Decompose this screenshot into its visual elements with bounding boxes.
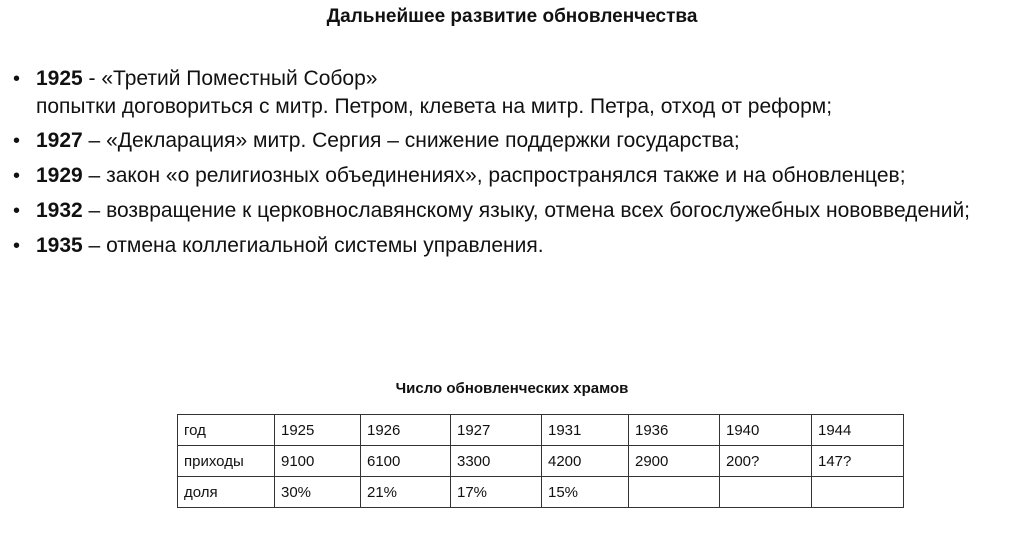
table-cell: 1926	[361, 415, 451, 446]
table-cell: 1925	[275, 415, 361, 446]
table-cell: 15%	[542, 477, 629, 508]
table-cell: 1944	[812, 415, 904, 446]
table-caption: Число обновленческих храмов	[395, 380, 629, 397]
table-cell	[812, 477, 904, 508]
event-year: 1927	[36, 129, 83, 152]
list-item	[13, 232, 1008, 260]
table-cell: 1927	[451, 415, 542, 446]
list-item	[13, 197, 1008, 225]
table-cell: 147?	[812, 446, 904, 477]
row-label: год	[178, 415, 275, 446]
table-cell: 21%	[361, 477, 451, 508]
table-row	[178, 446, 904, 477]
row-label: доля	[178, 477, 275, 508]
event-year: 1925	[36, 67, 83, 90]
event-text: – отмена коллегиальной системы управления.	[82, 234, 544, 257]
bullet-icon: •	[13, 68, 21, 90]
table-cell: 200?	[720, 446, 812, 477]
list-item	[13, 162, 1008, 190]
table-cell	[720, 477, 812, 508]
event-text: - «Третий Поместный Собор»	[82, 67, 378, 90]
event-year: 1929	[36, 164, 83, 187]
table-cell: 3300	[451, 446, 542, 477]
table-cell: 2900	[629, 446, 720, 477]
table-cell: 1940	[720, 415, 812, 446]
event-continuation: попытки договориться с митр. Петром, клевета на митр. Петра, отход от реформ;	[36, 95, 833, 118]
event-text: – «Декларация» митр. Сергия – снижение поддержки государства;	[82, 129, 740, 152]
bullet-icon: •	[13, 165, 21, 187]
event-list	[13, 65, 1008, 267]
bullet-icon: •	[13, 200, 21, 222]
list-item	[13, 127, 1008, 155]
table-row	[178, 415, 904, 446]
bullet-icon: •	[13, 130, 21, 152]
list-item	[13, 65, 1008, 121]
slide-title: Дальнейшее развитие обновленчества	[326, 6, 698, 27]
churches-table	[177, 414, 904, 508]
table-cell: 4200	[542, 446, 629, 477]
bullet-line	[36, 65, 1008, 93]
table-cell: 6100	[361, 446, 451, 477]
table-cell: 30%	[275, 477, 361, 508]
table-row	[178, 477, 904, 508]
event-text: – возвращение к церковнославянскому языку, отмена всех богослужебных нововведений;	[82, 199, 971, 222]
table-cell: 1936	[629, 415, 720, 446]
table-cell: 1931	[542, 415, 629, 446]
table-cell: 17%	[451, 477, 542, 508]
row-label: приходы	[178, 446, 275, 477]
bullet-icon: •	[13, 235, 21, 257]
table-cell	[629, 477, 720, 508]
event-year: 1932	[36, 199, 83, 222]
event-text: – закон «о религиозных объединениях», распространялся также и на обновленцев;	[82, 164, 906, 187]
event-year: 1935	[36, 234, 83, 257]
table-cell: 9100	[275, 446, 361, 477]
